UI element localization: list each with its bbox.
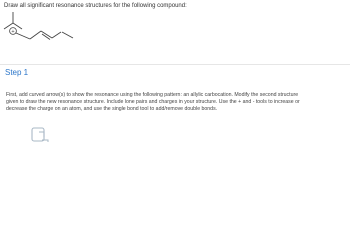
instructions-line-3: decrease the charge on an atom, and use the single bond tool to add/remove double bonds. bbox=[6, 106, 218, 113]
double-bond-second bbox=[42, 34, 50, 40]
question-prompt: Draw all significant resonance structures for the following compound: bbox=[4, 3, 187, 9]
step-instructions bbox=[6, 92, 344, 114]
bond-c4-o bbox=[52, 32, 61, 38]
step-title: Step 1 bbox=[5, 68, 29, 77]
drawing-hook bbox=[39, 132, 44, 137]
step-divider bbox=[0, 64, 350, 65]
positive-charge-label: + bbox=[11, 29, 15, 36]
drawing-frame bbox=[32, 128, 44, 141]
instructions-line-2: given to draw the new resonance structure. Include lone pairs and charges in your structure. Use the + and - tools to increase or bbox=[6, 99, 300, 106]
given-molecule-structure bbox=[0, 11, 110, 51]
molecule-drawing-icon[interactable] bbox=[30, 126, 52, 144]
instructions-line-1: First, add curved arrow(s) to show the resonance using the following pattern: an allylic carbocation. Modify the second structure bbox=[6, 92, 299, 98]
bond-c1-c2 bbox=[16, 33, 30, 39]
bond-o-methyl bbox=[62, 32, 73, 38]
bond-c2-c3 bbox=[30, 31, 41, 39]
